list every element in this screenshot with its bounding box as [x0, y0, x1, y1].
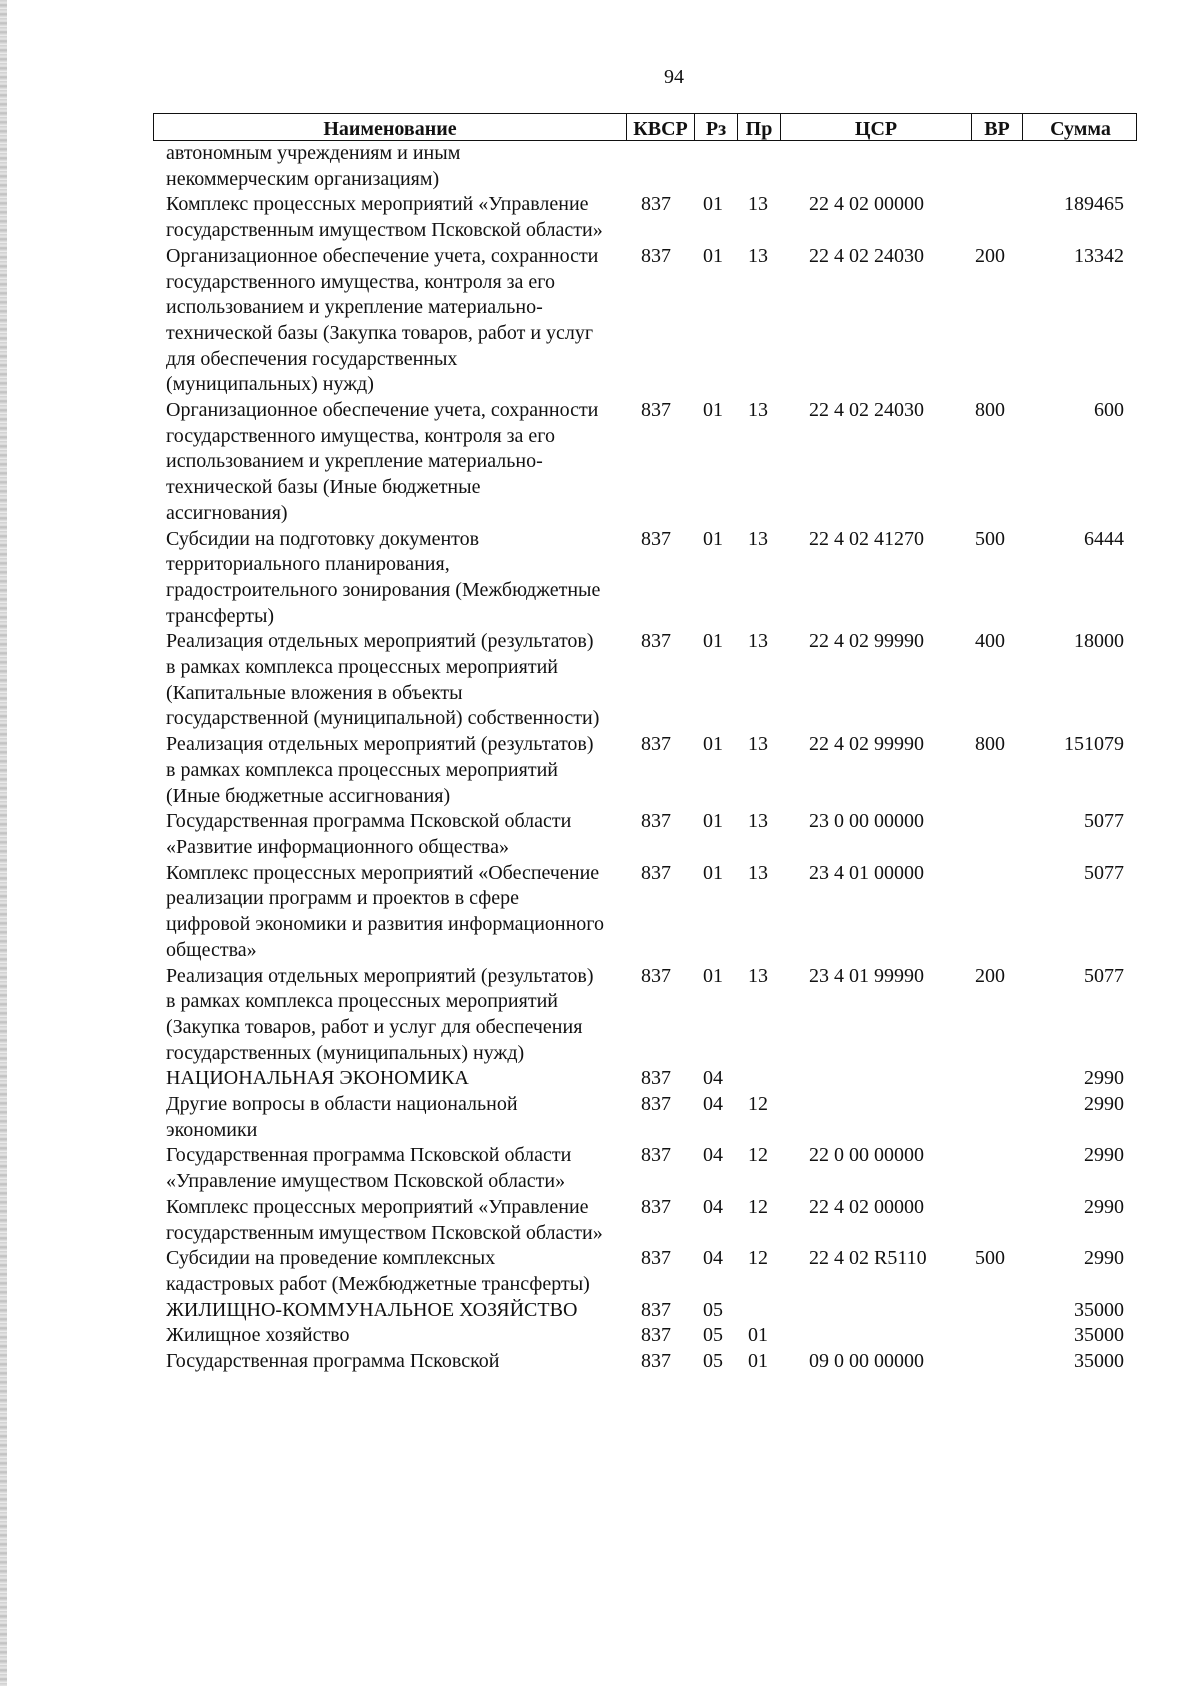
row-sum: 600	[1094, 399, 1124, 422]
row-csr: 22 4 02 41270	[809, 527, 924, 550]
row-rz: 04	[703, 1067, 723, 1090]
row-rz: 01	[703, 399, 723, 422]
row-pr: 13	[748, 630, 768, 653]
header-rz: Рз	[695, 114, 738, 140]
header-sum: Сумма	[1050, 118, 1111, 140]
table-row	[0, 192, 1200, 243]
row-kvsr: 837	[641, 733, 671, 756]
table-row	[0, 809, 1200, 860]
row-sum: 5077	[1084, 964, 1124, 987]
row-rz: 01	[703, 527, 723, 550]
row-kvsr: 837	[641, 1195, 671, 1218]
row-name: ЖИЛИЩНО-КОММУНАЛЬНОЕ ХОЗЯЙСТВО	[166, 1298, 578, 1321]
row-csr: 22 4 02 24030	[809, 399, 924, 422]
row-name: Государственная программа Псковской области «Управление имуществом Псковской области»	[166, 1144, 572, 1193]
table-row	[0, 1246, 1200, 1297]
row-sum: 18000	[1074, 630, 1124, 653]
header-csr: ЦСР	[781, 114, 972, 140]
row-pr: 13	[748, 861, 768, 884]
row-name: Организационное обеспечение учета, сохранности государственного имущества, контроля за его использованием и укрепление материально-технической базы (Закупка товаров, работ и услуг для обеспечения государственных (муниципальных) нужд)	[166, 244, 599, 396]
row-kvsr: 837	[641, 1324, 671, 1347]
row-csr: 23 4 01 00000	[809, 861, 924, 884]
row-vr: 200	[975, 964, 1005, 987]
row-sum: 189465	[1064, 193, 1124, 216]
row-kvsr: 837	[641, 810, 671, 833]
row-sum: 2990	[1084, 1195, 1124, 1218]
row-rz: 04	[703, 1195, 723, 1218]
row-name: Государственная программа Псковской	[166, 1350, 500, 1373]
row-vr: 800	[975, 399, 1005, 422]
row-csr: 22 4 02 00000	[809, 193, 924, 216]
table-row	[0, 1195, 1200, 1246]
row-pr: 01	[748, 1350, 768, 1373]
row-name: Государственная программа Псковской области «Развитие информационного общества»	[166, 810, 572, 858]
row-sum: 13342	[1074, 244, 1124, 267]
row-name: Субсидии на проведение комплексных кадастровых работ (Межбюджетные трансферты)	[166, 1247, 590, 1295]
row-pr: 13	[748, 733, 768, 756]
row-kvsr: 837	[641, 1067, 671, 1090]
row-rz: 05	[703, 1298, 723, 1321]
table-row	[0, 861, 1200, 964]
row-rz: 04	[703, 1093, 723, 1116]
row-vr: 200	[975, 244, 1005, 267]
row-csr: 22 4 02 99990	[809, 630, 924, 653]
row-name: Реализация отдельных мероприятий (результатов) в рамках комплекса процессных мероприятий (Капитальные вложения в объекты государственной (муниципальной) собственности)	[166, 630, 600, 730]
row-vr: 500	[975, 527, 1005, 550]
row-vr: 500	[975, 1247, 1005, 1270]
row-sum: 5077	[1084, 861, 1124, 884]
row-name: Реализация отдельных мероприятий (результатов) в рамках комплекса процессных мероприятий (Иные бюджетные ассигнования)	[166, 733, 594, 807]
row-pr: 13	[748, 399, 768, 422]
row-pr: 13	[748, 527, 768, 550]
row-sum: 6444	[1084, 527, 1124, 550]
row-rz: 01	[703, 244, 723, 267]
row-csr: 22 0 00 00000	[809, 1144, 924, 1167]
row-name: Организационное обеспечение учета, сохранности государственного имущества, контроля за его использованием и укрепление материально-технической базы (Иные бюджетные ассигнования)	[166, 399, 599, 524]
row-name: Субсидии на подготовку документов территориального планирования, градостроительного зонирования (Межбюджетные трансферты)	[166, 527, 601, 627]
table-row	[0, 732, 1200, 809]
row-name: Реализация отдельных мероприятий (результатов) в рамках комплекса процессных мероприятий (Закупка товаров, работ и услуг для обеспечения государственных (муниципальных) нужд)	[166, 964, 594, 1064]
row-csr: 22 4 02 99990	[809, 733, 924, 756]
row-rz: 01	[703, 733, 723, 756]
table-row	[0, 398, 1200, 527]
row-sum: 2990	[1084, 1067, 1124, 1090]
table-row	[0, 1066, 1200, 1092]
row-rz: 01	[703, 964, 723, 987]
row-vr: 400	[975, 630, 1005, 653]
row-name: Комплекс процессных мероприятий «Управление государственным имуществом Псковской области»	[166, 193, 603, 242]
table-row	[0, 1092, 1200, 1143]
row-rz: 05	[703, 1324, 723, 1347]
row-rz: 05	[703, 1350, 723, 1373]
row-sum: 2990	[1084, 1144, 1124, 1167]
row-kvsr: 837	[641, 630, 671, 653]
row-name: Комплекс процессных мероприятий «Обеспечение реализации программ и проектов в сфере цифровой экономики и развития информационного общества»	[166, 861, 605, 961]
row-pr: 13	[748, 810, 768, 833]
row-sum: 5077	[1084, 810, 1124, 833]
row-kvsr: 837	[641, 1093, 671, 1116]
table-row	[0, 629, 1200, 732]
row-pr: 13	[748, 193, 768, 216]
table-row	[0, 141, 1200, 192]
table-header	[153, 113, 1137, 141]
row-rz: 01	[703, 193, 723, 216]
row-pr: 13	[748, 244, 768, 267]
row-vr: 800	[975, 733, 1005, 756]
row-pr: 12	[748, 1093, 768, 1116]
row-name: Жилищное хозяйство	[166, 1324, 350, 1347]
table-body	[0, 141, 1200, 1375]
row-csr: 09 0 00 00000	[809, 1350, 924, 1373]
header-vr: ВР	[972, 114, 1023, 140]
row-name: НАЦИОНАЛЬНАЯ ЭКОНОМИКА	[166, 1067, 469, 1090]
row-pr: 12	[748, 1144, 768, 1167]
row-kvsr: 837	[641, 861, 671, 884]
row-kvsr: 837	[641, 527, 671, 550]
row-sum: 35000	[1074, 1298, 1124, 1321]
table-row	[0, 527, 1200, 630]
row-csr: 23 4 01 99990	[809, 964, 924, 987]
row-csr: 23 0 00 00000	[809, 810, 924, 833]
row-kvsr: 837	[641, 964, 671, 987]
row-name: автономным учреждениям и иным некоммерческим организациям)	[166, 142, 461, 190]
row-kvsr: 837	[641, 1298, 671, 1321]
table-row	[0, 1143, 1200, 1194]
page-number: 94	[664, 66, 684, 88]
row-pr: 01	[748, 1324, 768, 1347]
row-kvsr: 837	[641, 1144, 671, 1167]
row-name: Комплекс процессных мероприятий «Управление государственным имуществом Псковской области»	[166, 1195, 603, 1244]
row-sum: 2990	[1084, 1093, 1124, 1116]
row-rz: 04	[703, 1144, 723, 1167]
header-kvsr: КВСР	[627, 114, 695, 140]
table-row	[0, 244, 1200, 398]
row-rz: 01	[703, 861, 723, 884]
row-csr: 22 4 02 24030	[809, 244, 924, 267]
row-kvsr: 837	[641, 399, 671, 422]
row-rz: 01	[703, 810, 723, 833]
table-row	[0, 1349, 1200, 1375]
row-kvsr: 837	[641, 1247, 671, 1270]
row-sum: 2990	[1084, 1247, 1124, 1270]
row-kvsr: 837	[641, 193, 671, 216]
row-sum: 151079	[1064, 733, 1124, 756]
table-row	[0, 1323, 1200, 1349]
row-csr: 22 4 02 00000	[809, 1195, 924, 1218]
row-rz: 01	[703, 630, 723, 653]
header-name: Наименование	[154, 114, 627, 140]
row-kvsr: 837	[641, 1350, 671, 1373]
row-pr: 12	[748, 1247, 768, 1270]
row-sum: 35000	[1074, 1324, 1124, 1347]
row-rz: 04	[703, 1247, 723, 1270]
header-pr: Пр	[738, 114, 781, 140]
row-pr: 12	[748, 1195, 768, 1218]
table-row	[0, 1298, 1200, 1324]
row-sum: 35000	[1074, 1350, 1124, 1373]
row-csr: 22 4 02 R5110	[809, 1247, 927, 1270]
row-name: Другие вопросы в области национальной экономики	[166, 1093, 518, 1141]
row-kvsr: 837	[641, 244, 671, 267]
table-row	[0, 964, 1200, 1067]
row-pr: 13	[748, 964, 768, 987]
